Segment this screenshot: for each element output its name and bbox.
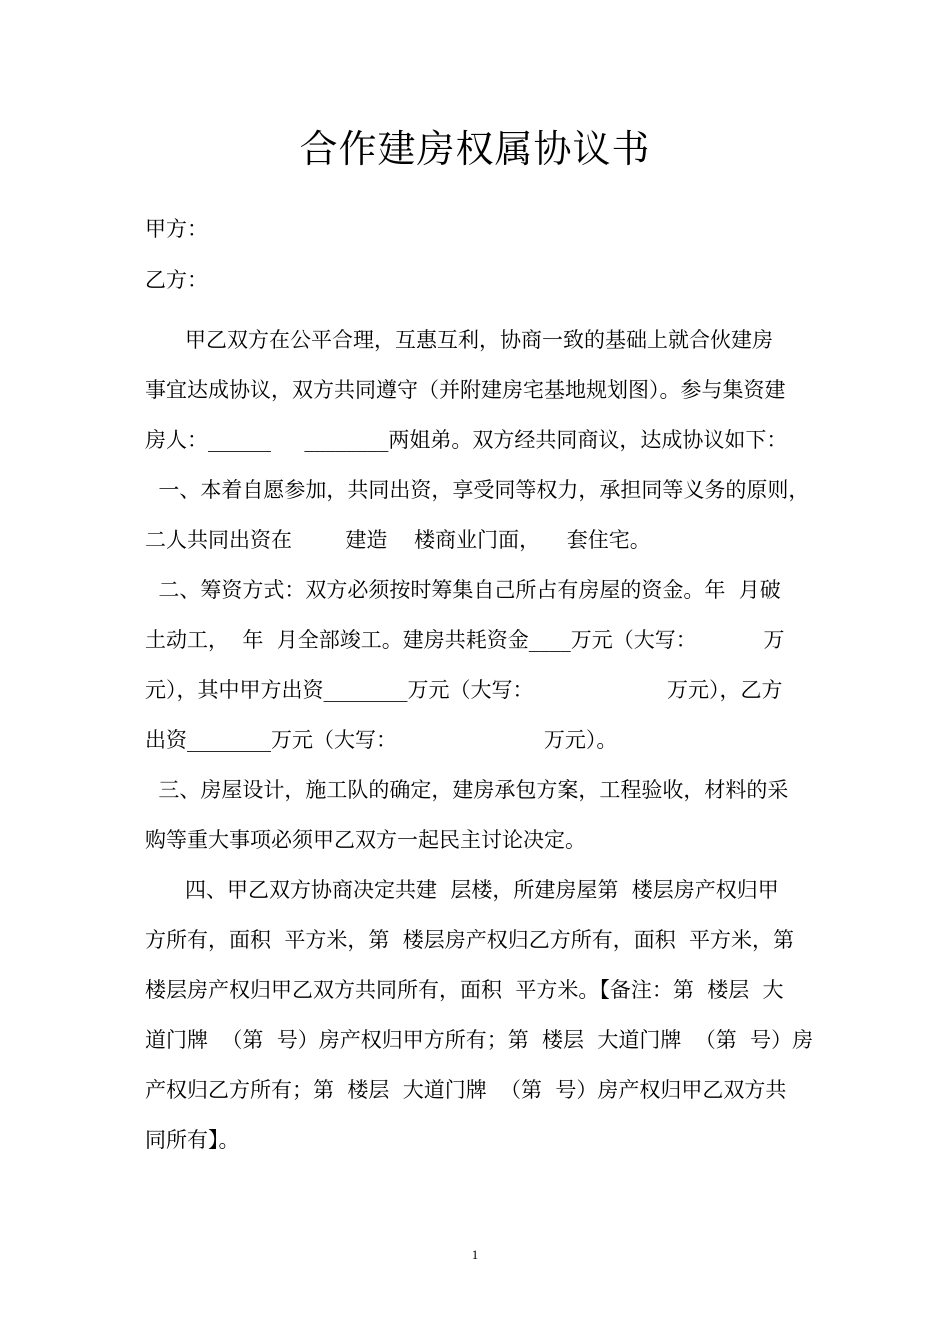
body-line: 二、筹资方式：双方必须按时筹集自己所占有房屋的资金。年 月破 [145,578,781,602]
body-line: 二人共同出资在 建造 楼商业门面， 套住宅。 [145,528,651,552]
body-line: 四、甲乙双方协商决定共建 层楼，所建房屋第 楼层房产权归甲 [145,878,779,902]
body-line: 三、房屋设计，施工队的确定，建房承包方案，工程验收，材料的采 [145,778,789,802]
body-line: 道门牌 （第 号）房产权归甲方所有；第 楼层 大道门牌 （第 号）房 [145,1028,814,1052]
party-a-label: 甲方： [145,217,208,241]
body-line: 方所有，面积 平方米，第 楼层房产权归乙方所有，面积 平方米，第 [145,928,795,952]
body-line: 购等重大事项必须甲乙双方一起民主讨论决定。 [145,828,586,852]
body-line: 出资________万元（大写： 万元）。 [145,728,618,752]
body-line: 一、本着自愿参加，共同出资，享受同等权力，承担同等义务的原则， [145,478,810,502]
body-line: 楼层房产权归甲乙双方共同所有，面积 平方米。【备注：第 楼层 大 [145,978,784,1002]
body-line: 土动工， 年 月全部竣工。建房共耗资金____万元（大写： 万 [145,628,785,652]
body-line: 元），其中甲方出资________万元（大写： 万元），乙方 [145,678,783,702]
body-line: 产权归乙方所有；第 楼层 大道门牌 （第 号）房产权归甲乙双方共 [145,1078,787,1102]
body-line: 同所有】。 [145,1128,240,1152]
page-number: 1 [471,1247,479,1262]
document-title: 合作建房权属协议书 [299,127,651,171]
body-line: 事宜达成协议，双方共同遵守（并附建房宅基地规划图）。参与集资建 [145,378,786,402]
body-line: 房人：______ ________两姐弟。双方经共同商议，达成协议如下： [145,428,788,452]
party-b-label: 乙方： [145,268,208,292]
body-line: 甲乙双方在公平合理，互惠互利，协商一致的基础上就合伙建房 [145,328,774,352]
